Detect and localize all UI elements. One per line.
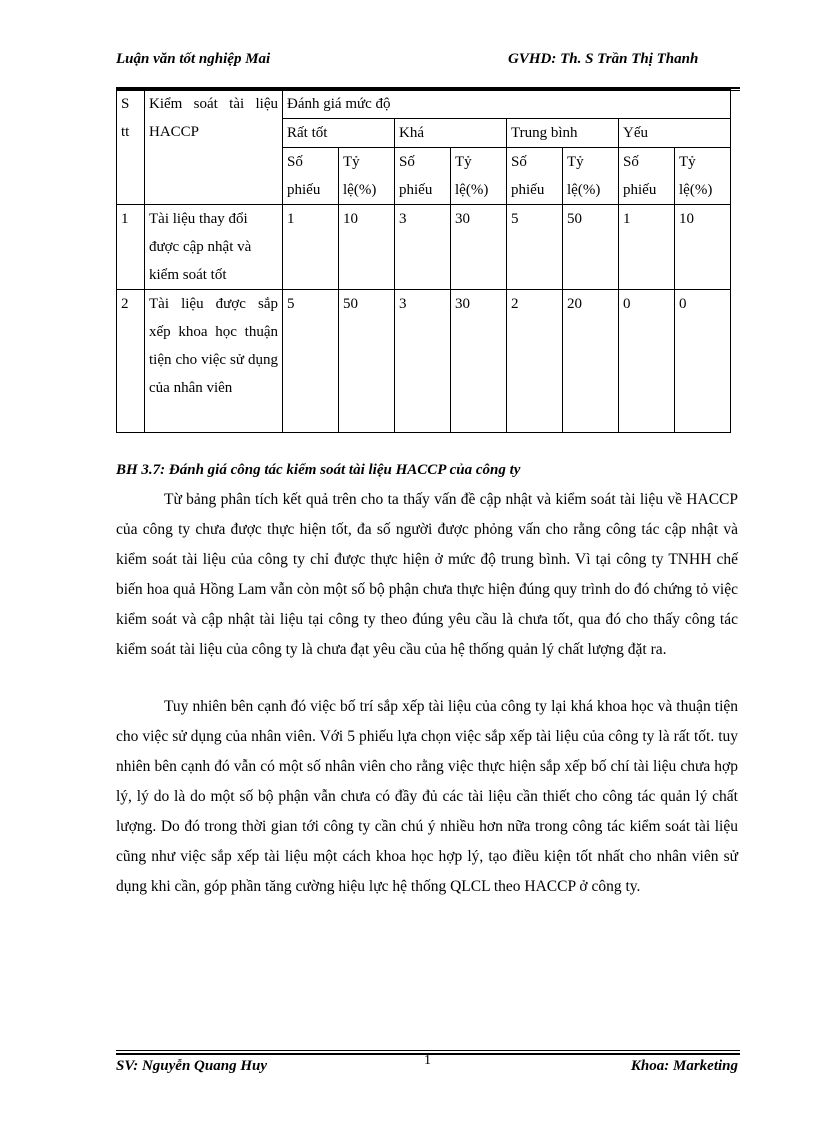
footer-rule-thin: [116, 1050, 740, 1051]
sub-rate: Tỷ lệ(%): [563, 148, 619, 205]
cell-value: 5: [283, 290, 339, 433]
level-average: Trung bình: [507, 119, 619, 148]
header-right: GVHD: Th. S Trần Thị Thanh: [508, 51, 699, 67]
cell-value: 3: [395, 205, 451, 290]
table-header-row: [117, 90, 731, 119]
cell-value: 3: [395, 290, 451, 433]
cell-value: 2: [507, 290, 563, 433]
cell-value: 0: [619, 290, 675, 433]
cell-value: 5: [507, 205, 563, 290]
body-paragraph: Từ bảng phân tích kết quả trên cho ta thấy vấn đề cập nhật và kiểm soát tài liệu về HACCP của công ty chưa được thực hiện tốt, đa số người được phỏng vấn cho rằng công tác cập nhật và kiểm soát tài liệu của công ty chỉ được thực hiện ở mức độ trung bình. Vì tại công ty TNHH chế biến hoa quả Hồng Lam vẫn còn một số bộ phận chưa thực hiện đúng quy trình do đó chứng tỏ việc kiểm soát và cập nhật tài liệu tại công ty theo đúng yêu cầu là chưa tốt, qua đó cho thấy công tác kiểm soát tài liệu của công ty là chưa đạt yêu cầu của hệ thống quản lý chất lượng đặt ra.: [116, 491, 738, 658]
header-item: [145, 90, 283, 205]
cell-value: 50: [339, 290, 395, 433]
haccp-evaluation-table: [116, 89, 731, 433]
sub-count: Số phiếu: [619, 148, 675, 205]
level-very-good: Rất tốt: [283, 119, 395, 148]
footer-student: SV: Nguyễn Quang Huy: [116, 1058, 267, 1074]
cell-value: 0: [675, 290, 731, 433]
header-item-text: Kiểm soát tài liệu HACCP: [149, 96, 278, 140]
row-item: Tài liệu thay đổi được cập nhật và kiểm soát tốt: [145, 205, 283, 290]
cell-value: 30: [451, 205, 507, 290]
sub-rate: Tỷ lệ(%): [451, 148, 507, 205]
cell-value: 20: [563, 290, 619, 433]
page-number: 1: [424, 1053, 431, 1068]
level-weak: Yếu: [619, 119, 731, 148]
cell-value: 10: [675, 205, 731, 290]
cell-value: 50: [563, 205, 619, 290]
sub-count: Số phiếu: [283, 148, 339, 205]
row-item: [145, 290, 283, 433]
body-paragraph: Tuy nhiên bên cạnh đó việc bố trí sắp xếp tài liệu của công ty lại khá khoa học và thuận tiện cho việc sử dụng của nhân viên. Với 5 phiếu lựa chọn việc sắp xếp tài liệu của công ty là rất tốt. tuy nhiên bên cạnh đó vẫn có một số nhân viên cho rằng việc thực hiện sắp xếp bố chí tài liệu chưa hợp lý, lý do là do một số bộ phận vẫn chưa có đầy đủ các tài liệu cần thiết cho công tác quản lý chất lượng. Do đó trong thời gian tới công ty cần chú ý nhiều hơn nữa trong công tác kiểm soát tài liệu cũng như việc sắp xếp tài liệu một cách khoa học hợp lý, tạo điều kiện tốt nhất cho nhân viên sử dụng khi cần, góp phần tăng cường hiệu lực hệ thống QLCL theo HACCP ở công ty.: [116, 698, 738, 895]
cell-value: 1: [283, 205, 339, 290]
sub-count: Số phiếu: [507, 148, 563, 205]
sub-rate: Tỷ lệ(%): [339, 148, 395, 205]
cell-value: 1: [619, 205, 675, 290]
footer-faculty: Khoa: Marketing: [630, 1058, 738, 1074]
cell-value: 30: [451, 290, 507, 433]
row-stt: 1: [117, 205, 145, 290]
header-stt: S tt: [117, 90, 145, 205]
table-row: [117, 205, 731, 290]
row-stt: 2: [117, 290, 145, 433]
header-eval: Đánh giá mức độ: [283, 90, 731, 119]
level-good: Khá: [395, 119, 507, 148]
cell-value: 10: [339, 205, 395, 290]
header-left: Luận văn tốt nghiệp Mai: [116, 51, 271, 67]
sub-rate: Tỷ lệ(%): [675, 148, 731, 205]
table-row: [117, 290, 731, 433]
sub-count: Số phiếu: [395, 148, 451, 205]
table-caption: BH 3.7: Đánh giá công tác kiểm soát tài liệu HACCP của công ty: [116, 462, 521, 478]
row-item-text: Tài liệu được sắp xếp khoa học thuận tiện cho việc sử dụng của nhân viên: [149, 296, 278, 396]
